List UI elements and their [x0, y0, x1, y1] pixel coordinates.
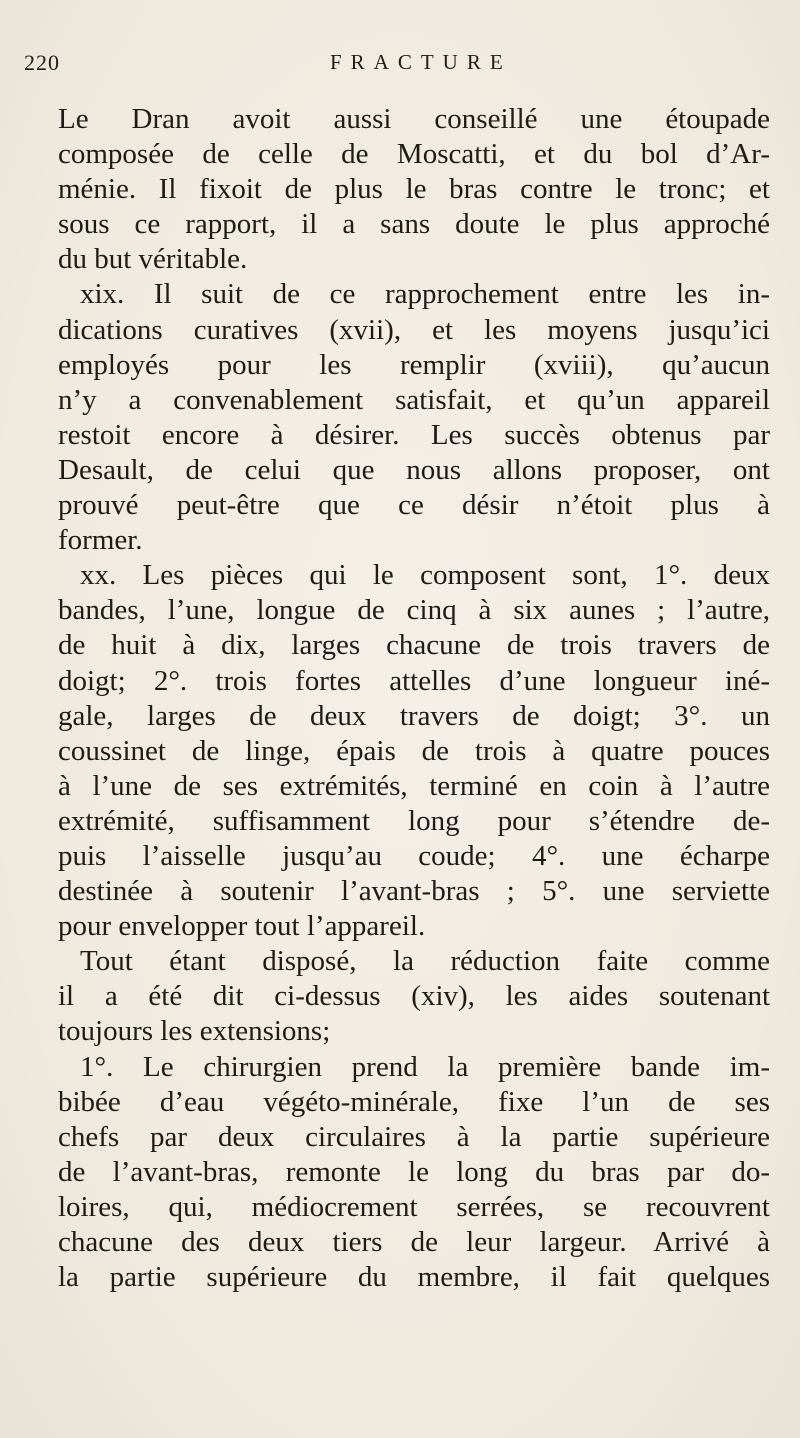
text-line: Desault, de celui que nous allons proposer, ont	[58, 453, 770, 486]
text-line: sous ce rapport, il a sans doute le plus approché	[58, 208, 770, 241]
text-line: de l’avant-bras, remonte le long du bras par do-	[58, 1155, 770, 1188]
text-line: de huit à dix, larges chacune de trois travers de	[58, 629, 770, 662]
text-line: la partie supérieure du membre, il fait quelques	[58, 1261, 770, 1294]
page-number: 220	[24, 50, 60, 75]
text-line: chefs par deux circulaires à la partie supérieure	[58, 1120, 770, 1153]
text-line: n’y a convenablement satisfait, et qu’un appareil	[58, 383, 770, 416]
running-head: FRACTURE	[330, 50, 512, 74]
text-line: doigt; 2°. trois fortes attelles d’une longueur iné-	[58, 664, 770, 697]
text-line: bibée d’eau végéto-minérale, fixe l’un de ses	[58, 1085, 770, 1118]
text-line: ménie. Il fixoit de plus le bras contre le tronc; et	[58, 173, 770, 206]
text-line: chacune des deux tiers de leur largeur. Arrivé à	[58, 1226, 770, 1258]
text-line: il a été dit ci-dessus (xiv), les aides soutenant	[58, 980, 770, 1013]
text-line: gale, larges de deux travers de doigt; 3°. un	[58, 699, 770, 732]
text-line: xix. Il suit de ce rapprochement entre les in-	[80, 278, 770, 311]
body-text	[58, 102, 770, 1295]
text-line: destinée à soutenir l’avant-bras ; 5°. une serviette	[58, 875, 770, 908]
text-line: Le Dran avoit aussi conseillé une étoupade	[58, 103, 770, 135]
text-line: employés pour les remplir (xviii), qu’aucun	[58, 348, 770, 381]
text-line: former.	[58, 524, 143, 557]
text-line: pour envelopper tout l’appareil.	[58, 910, 426, 943]
text-line: dications curatives (xvii), et les moyens jusqu’ici	[58, 313, 770, 346]
text-line: du but véritable.	[58, 243, 248, 276]
text-line: 1°. Le chirurgien prend la première bande im-	[80, 1050, 770, 1083]
text-line: loires, qui, médiocrement serrées, se recouvrent	[58, 1190, 770, 1223]
page-header	[24, 50, 784, 90]
text-line: restoit encore à désirer. Les succès obtenus par	[58, 418, 770, 451]
text-line: Tout étant disposé, la réduction faite comme	[80, 945, 770, 978]
text-line: xx. Les pièces qui le composent sont, 1°. deux	[80, 559, 770, 592]
text-line: à l’une de ses extrémités, terminé en coin à l’autre	[58, 769, 770, 802]
text-line: extrémité, suffisamment long pour s’étendre de-	[58, 804, 770, 837]
text-line: puis l’aisselle jusqu’au coude; 4°. une écharpe	[58, 839, 770, 872]
text-line: bandes, l’une, longue de cinq à six aunes ; l’autre,	[58, 594, 770, 627]
text-line: toujours les extensions;	[58, 1015, 331, 1048]
text-line: composée de celle de Moscatti, et du bol d’Ar-	[58, 138, 770, 171]
text-line: coussinet de linge, épais de trois à quatre pouces	[58, 734, 770, 767]
text-line: prouvé peut-être que ce désir n’étoit plus à	[58, 489, 770, 522]
